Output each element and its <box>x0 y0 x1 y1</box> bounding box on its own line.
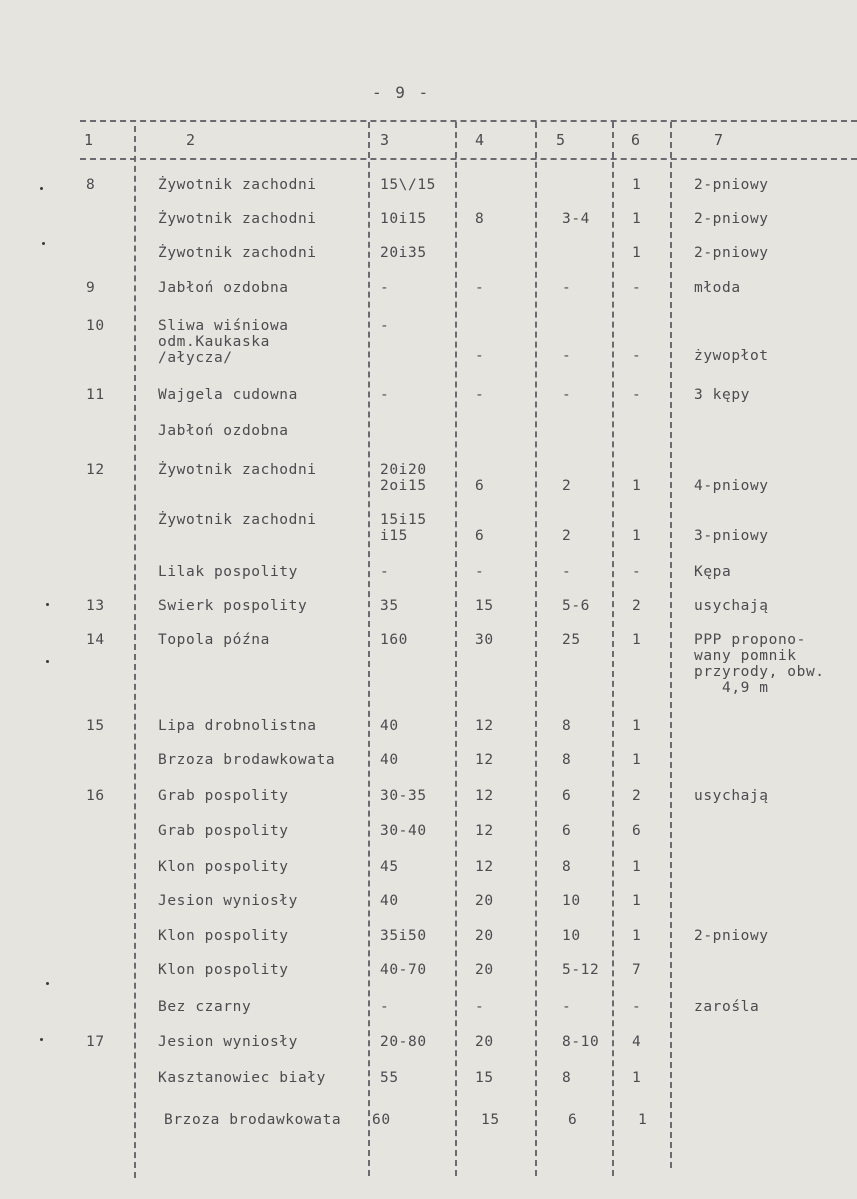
column-3-value: 40-70 <box>380 962 427 978</box>
column-5-value: 6 <box>562 823 572 839</box>
column-header: 3 <box>380 131 390 149</box>
row-number: 14 <box>86 632 105 648</box>
column-5-value: 5-12 <box>562 962 600 978</box>
row-number: 11 <box>86 387 105 403</box>
column-3-value: 20-80 <box>380 1034 427 1050</box>
row-number: 17 <box>86 1034 105 1050</box>
row-number: 9 <box>86 280 96 296</box>
column-6-value: 1 <box>638 1112 648 1128</box>
column-5-value: - <box>562 999 572 1015</box>
species-name: Brzoza brodawkowata <box>164 1112 342 1128</box>
remarks: 4-pniowy <box>694 478 769 494</box>
species-name: Żywotnik zachodni <box>158 512 317 528</box>
column-6-value: 1 <box>632 478 642 494</box>
column-separator <box>612 122 614 1176</box>
remarks: Kępa <box>694 564 732 580</box>
column-5-value: - <box>562 348 572 364</box>
column-3-value: 55 <box>380 1070 399 1086</box>
column-4-value: 12 <box>475 859 494 875</box>
column-4-value: 20 <box>475 893 494 909</box>
column-4-value: 12 <box>475 823 494 839</box>
column-6-value: 1 <box>632 211 642 227</box>
column-header: 7 <box>714 131 724 149</box>
column-4-value: 15 <box>475 1070 494 1086</box>
column-3-value: 40 <box>380 718 399 734</box>
column-3-value: 45 <box>380 859 399 875</box>
column-5-value: - <box>562 387 572 403</box>
column-5-value: 8 <box>562 1070 572 1086</box>
species-name: Lilak pospolity <box>158 564 298 580</box>
remarks: młoda <box>694 280 741 296</box>
row-number: 10 <box>86 318 105 334</box>
column-4-value: - <box>475 348 485 364</box>
column-4-value: 20 <box>475 928 494 944</box>
column-6-value: 1 <box>632 245 642 261</box>
column-4-value: 20 <box>475 962 494 978</box>
column-5-value: - <box>562 564 572 580</box>
species-name: Swierk pospolity <box>158 598 308 614</box>
species-name: Jesion wyniosły <box>158 1034 298 1050</box>
column-6-value: - <box>632 387 642 403</box>
column-4-value: 8 <box>475 211 485 227</box>
column-3-value: 30-40 <box>380 823 427 839</box>
column-6-value: 2 <box>632 598 642 614</box>
column-5-value: 10 <box>562 893 581 909</box>
column-4-value: - <box>475 280 485 296</box>
row-number: 16 <box>86 788 105 804</box>
column-5-value: 2 <box>562 478 572 494</box>
column-6-value: - <box>632 280 642 296</box>
column-4-value: 6 <box>475 528 485 544</box>
margin-mark <box>40 187 43 190</box>
column-4-value: 20 <box>475 1034 494 1050</box>
column-6-value: 1 <box>632 928 642 944</box>
column-5-value: 25 <box>562 632 581 648</box>
column-separator <box>455 122 457 1176</box>
column-6-value: 1 <box>632 893 642 909</box>
column-3-value: - <box>380 318 390 334</box>
column-5-value: 2 <box>562 528 572 544</box>
column-6-value: 1 <box>632 528 642 544</box>
column-4-value: - <box>475 387 485 403</box>
header-top-rule <box>80 120 857 122</box>
species-name: Brzoza brodawkowata <box>158 752 336 768</box>
column-3-value: 15i15 i15 <box>380 512 427 544</box>
species-name: Żywotnik zachodni <box>158 245 317 261</box>
margin-mark <box>46 982 49 985</box>
column-3-value: 30-35 <box>380 788 427 804</box>
row-number: 8 <box>86 177 96 193</box>
column-6-value: - <box>632 348 642 364</box>
column-5-value: 8 <box>562 718 572 734</box>
species-name: Wajgela cudowna <box>158 387 298 403</box>
remarks: 2-pniowy <box>694 245 769 261</box>
column-6-value: 7 <box>632 962 642 978</box>
column-4-value: - <box>475 564 485 580</box>
species-name: Sliwa wiśniowa odm.Kaukaska /ałycza/ <box>158 318 289 366</box>
column-6-value: - <box>632 564 642 580</box>
remarks: PPP propono- wany pomnik przyrody, obw. 4,9 m <box>694 632 825 696</box>
margin-mark <box>42 242 45 245</box>
column-6-value: 2 <box>632 788 642 804</box>
header-bottom-rule <box>80 158 857 160</box>
column-5-value: 10 <box>562 928 581 944</box>
column-header: 1 <box>84 131 94 149</box>
column-6-value: 1 <box>632 859 642 875</box>
column-3-value: - <box>380 564 390 580</box>
column-5-value: - <box>562 280 572 296</box>
column-separator <box>670 122 672 1168</box>
species-name: Grab pospolity <box>158 823 289 839</box>
column-3-value: - <box>380 999 390 1015</box>
species-name: Klon pospolity <box>158 859 289 875</box>
remarks: 3 kępy <box>694 387 750 403</box>
column-3-value: 20i20 2oi15 <box>380 462 427 494</box>
column-5-value: 8 <box>562 859 572 875</box>
column-6-value: 1 <box>632 752 642 768</box>
column-3-value: 10i15 <box>380 211 427 227</box>
page-number: - 9 - <box>372 83 431 102</box>
remarks: żywopłot <box>694 348 769 364</box>
column-3-value: 20i35 <box>380 245 427 261</box>
column-4-value: 15 <box>475 598 494 614</box>
row-number: 12 <box>86 462 105 478</box>
column-3-value: 160 <box>380 632 408 648</box>
column-6-value: 6 <box>632 823 642 839</box>
column-3-value: 40 <box>380 752 399 768</box>
column-6-value: 1 <box>632 177 642 193</box>
remarks: 2-pniowy <box>694 928 769 944</box>
column-6-value: 1 <box>632 1070 642 1086</box>
column-4-value: 12 <box>475 788 494 804</box>
column-3-value: 35 <box>380 598 399 614</box>
species-name: Kasztanowiec biały <box>158 1070 326 1086</box>
species-name: Żywotnik zachodni <box>158 177 317 193</box>
column-header: 4 <box>475 131 485 149</box>
species-name: Klon pospolity <box>158 962 289 978</box>
column-3-value: 60 <box>372 1112 391 1128</box>
remarks: zarośla <box>694 999 760 1015</box>
column-5-value: 8-10 <box>562 1034 600 1050</box>
column-3-value: - <box>380 280 390 296</box>
column-6-value: 4 <box>632 1034 642 1050</box>
column-4-value: 30 <box>475 632 494 648</box>
column-4-value: - <box>475 999 485 1015</box>
remarks: usychają <box>694 598 769 614</box>
species-name: Jabłoń ozdobna <box>158 280 289 296</box>
column-4-value: 6 <box>475 478 485 494</box>
column-6-value: 1 <box>632 718 642 734</box>
column-3-value: 35i50 <box>380 928 427 944</box>
column-3-value: 15\/15 <box>380 177 436 193</box>
column-5-value: 5-6 <box>562 598 590 614</box>
margin-mark <box>46 660 49 663</box>
column-5-value: 3-4 <box>562 211 590 227</box>
row-number: 13 <box>86 598 105 614</box>
column-separator <box>368 122 370 1176</box>
species-name: Grab pospolity <box>158 788 289 804</box>
column-5-value: 6 <box>568 1112 578 1128</box>
species-name: Żywotnik zachodni <box>158 462 317 478</box>
column-4-value: 15 <box>481 1112 500 1128</box>
remarks: 2-pniowy <box>694 177 769 193</box>
remarks: usychają <box>694 788 769 804</box>
column-5-value: 8 <box>562 752 572 768</box>
column-4-value: 12 <box>475 752 494 768</box>
margin-mark <box>40 1038 43 1041</box>
margin-mark <box>46 603 49 606</box>
column-header: 2 <box>186 131 196 149</box>
column-header: 6 <box>631 131 641 149</box>
column-6-value: - <box>632 999 642 1015</box>
row-number: 15 <box>86 718 105 734</box>
column-separator <box>535 122 537 1176</box>
remarks: 3-pniowy <box>694 528 769 544</box>
species-name: Bez czarny <box>158 999 252 1015</box>
column-4-value: 12 <box>475 718 494 734</box>
species-name: Jesion wyniosły <box>158 893 298 909</box>
column-header: 5 <box>556 131 566 149</box>
species-name: Jabłoń ozdobna <box>158 423 289 439</box>
species-name: Lipa drobnolistna <box>158 718 317 734</box>
column-6-value: 1 <box>632 632 642 648</box>
column-5-value: 6 <box>562 788 572 804</box>
species-name: Żywotnik zachodni <box>158 211 317 227</box>
species-name: Klon pospolity <box>158 928 289 944</box>
column-3-value: 40 <box>380 893 399 909</box>
column-3-value: - <box>380 387 390 403</box>
column-separator <box>134 126 136 1178</box>
remarks: 2-pniowy <box>694 211 769 227</box>
species-name: Topola późna <box>158 632 270 648</box>
